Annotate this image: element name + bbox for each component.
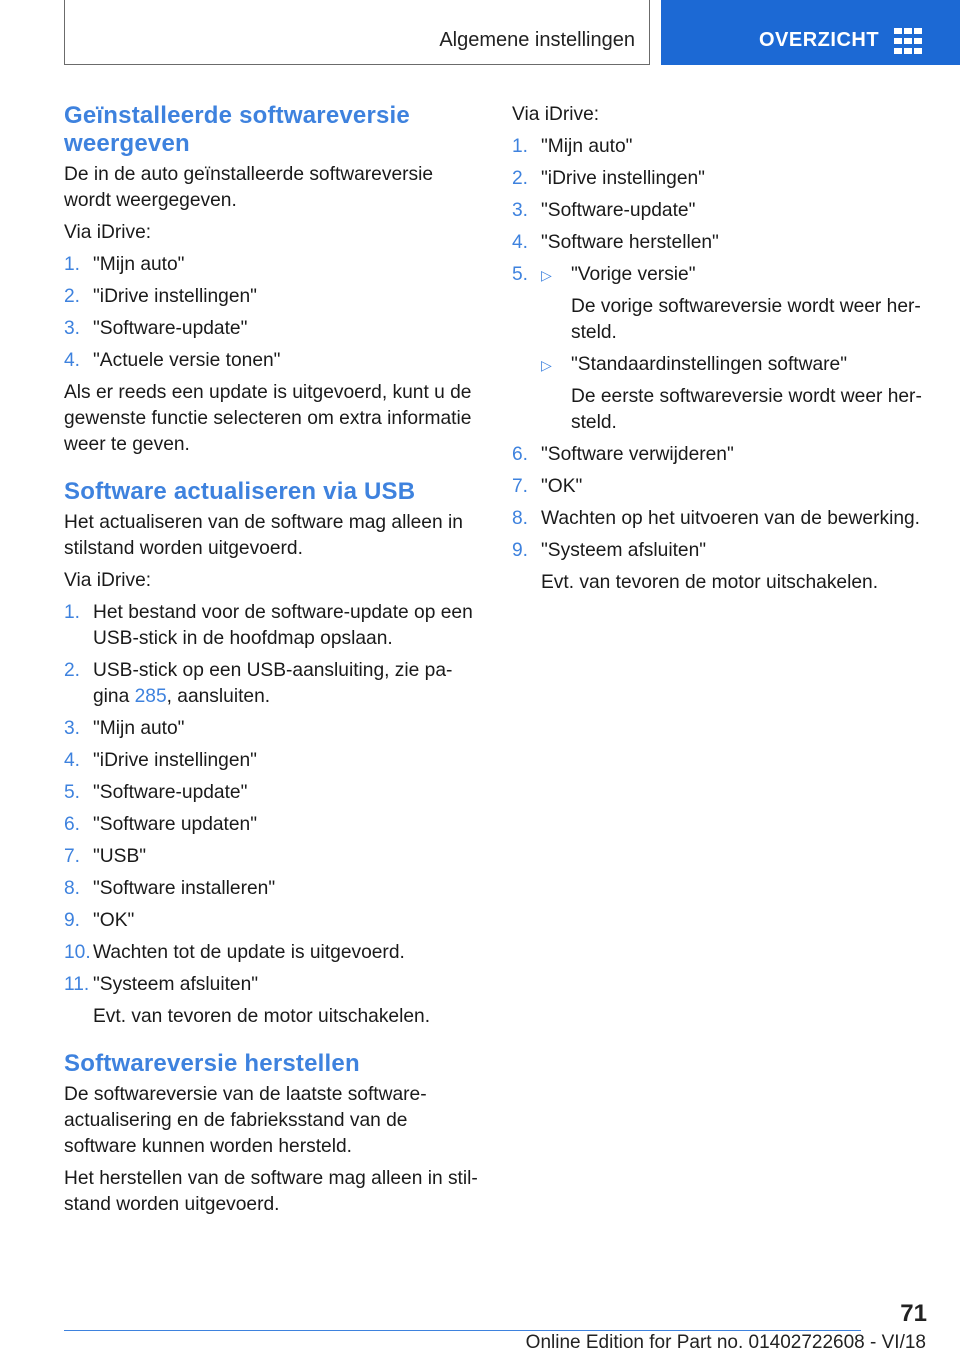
- step-number: 11.: [64, 974, 90, 995]
- step-number: 1.: [64, 254, 81, 275]
- list-item: [64, 908, 478, 934]
- list-item: [64, 284, 478, 310]
- list-item: [512, 442, 926, 468]
- option-note: De eerste softwareversie wordt weer hersteld.: [571, 386, 922, 433]
- step-number: 1.: [512, 136, 529, 157]
- step-text: "Software herstellen": [541, 232, 719, 253]
- step-number: 8.: [512, 508, 529, 529]
- list-item: [512, 262, 926, 436]
- step-number: 2.: [64, 660, 81, 681]
- via-idrive-label: Via iDrive:: [64, 222, 152, 243]
- step-note: Evt. van tevoren de motor uitschakelen.: [93, 1006, 431, 1027]
- step-text: "USB": [93, 846, 147, 867]
- step-text: "Software-update": [541, 200, 696, 221]
- step-text: "Systeem afsluiten": [541, 540, 707, 561]
- step-number: 4.: [512, 232, 529, 253]
- list-item: [512, 198, 926, 224]
- step-text: "iDrive instellingen": [93, 286, 257, 307]
- step-number: 10.: [64, 942, 91, 963]
- step-text: "iDrive instellingen": [541, 168, 705, 189]
- step-number: 1.: [64, 602, 81, 623]
- list-item: [64, 316, 478, 342]
- step-number: 8.: [64, 878, 81, 899]
- list-item: [64, 252, 478, 278]
- list-item: [64, 600, 478, 652]
- list-item: [64, 658, 478, 710]
- step-number: 7.: [64, 846, 81, 867]
- list-item: [512, 134, 926, 160]
- list-item: [64, 876, 478, 902]
- list-item: [64, 348, 478, 374]
- triangle-bullet-icon: ▷: [541, 267, 552, 283]
- step-number: 3.: [64, 318, 81, 339]
- paragraph: De in de auto geïnstalleerde softwareversie wordt weergegeven.: [64, 164, 434, 211]
- via-idrive-label: Via iDrive:: [64, 570, 152, 591]
- list-item: [512, 506, 926, 532]
- page-reference-link[interactable]: 285: [134, 686, 167, 707]
- sub-option-item: [541, 262, 926, 346]
- page-number: 71: [900, 1300, 927, 1327]
- step-text: "iDrive instellingen": [93, 750, 257, 771]
- step-text: "Mijn auto": [93, 254, 185, 275]
- step-number: 6.: [512, 444, 529, 465]
- step-text: USB-stick op een USB-aansluiting, zie pagina: [93, 660, 453, 707]
- paragraph: Het herstellen van de software mag alleen in stilstand worden uitgevoerd.: [64, 1168, 478, 1215]
- section-title-usb-update: Software actualiseren via USB: [64, 478, 416, 505]
- step-number: 9.: [512, 540, 529, 561]
- paragraph: Als er reeds een update is uitgevoerd, kunt u de gewenste functie selecteren om extra informatie weer te geven.: [64, 382, 472, 455]
- step-text: "Software updaten": [93, 814, 258, 835]
- step-text: "Software-update": [93, 318, 248, 339]
- footer-edition-text: Online Edition for Part no. 01402722608 - VI/18: [525, 1332, 926, 1353]
- option-text: "Standaardinstellingen software": [571, 354, 848, 375]
- list-item: [64, 972, 478, 1030]
- section-title-restore-version: Softwareversie herstellen: [64, 1050, 360, 1077]
- step-note: Evt. van tevoren de motor uitschakelen.: [541, 572, 879, 593]
- footer-divider: [64, 1330, 861, 1331]
- step-number: 6.: [64, 814, 81, 835]
- section-title-installed-version: Geïnstalleerde softwareversie weergeven: [64, 102, 410, 157]
- step-number: 9.: [64, 910, 81, 931]
- step-list: [512, 134, 926, 596]
- header-section-title: Algemene instellingen: [439, 29, 635, 51]
- left-column: [64, 102, 478, 1224]
- step-text: "OK": [93, 910, 135, 931]
- step-list: [64, 252, 478, 374]
- step-text: Wachten tot de update is uitgevoerd.: [93, 942, 405, 963]
- list-item: [512, 230, 926, 256]
- via-idrive-label: Via iDrive:: [512, 104, 600, 125]
- list-item: [64, 940, 478, 966]
- paragraph: De softwareversie van de laatste software-actualisering en de fabrieksstand van de software kunnen worden hersteld.: [64, 1084, 427, 1157]
- paragraph: Het actualiseren van de software mag alleen in stilstand worden uitgevoerd.: [64, 512, 463, 559]
- step-number: 4.: [64, 750, 81, 771]
- step-text: Wachten op het uitvoeren van de bewerking.: [541, 508, 921, 529]
- option-note: De vorige softwareversie wordt weer hersteld.: [571, 296, 921, 343]
- list-item: [64, 780, 478, 806]
- step-text: "Mijn auto": [541, 136, 633, 157]
- step-text: , aansluiten.: [166, 686, 271, 707]
- grid-menu-icon: [894, 28, 922, 54]
- step-text: "Systeem afsluiten": [93, 974, 259, 995]
- sub-option-list: [541, 262, 926, 436]
- step-number: 2.: [64, 286, 81, 307]
- triangle-bullet-icon: ▷: [541, 357, 552, 373]
- list-item: [64, 716, 478, 742]
- step-number: 5.: [64, 782, 81, 803]
- step-number: 3.: [64, 718, 81, 739]
- list-item: [64, 812, 478, 838]
- step-number: 2.: [512, 168, 529, 189]
- step-number: 7.: [512, 476, 529, 497]
- step-text: "Software verwijderen": [541, 444, 734, 465]
- step-text: "Software installeren": [93, 878, 276, 899]
- overview-label: OVERZICHT: [759, 29, 880, 51]
- option-text: "Vorige versie": [571, 264, 696, 285]
- sub-option-item: [541, 352, 926, 436]
- step-text: Het bestand voor de software-update op een USB-stick in de hoofdmap opslaan.: [93, 602, 473, 649]
- right-column: [512, 102, 926, 602]
- step-text: "Software-update": [93, 782, 248, 803]
- step-text: "OK": [541, 476, 583, 497]
- step-text: "Mijn auto": [93, 718, 185, 739]
- list-item: [512, 474, 926, 500]
- step-number: 3.: [512, 200, 529, 221]
- step-number: 4.: [64, 350, 81, 371]
- header-section-box: [64, 0, 650, 65]
- list-item: [512, 538, 926, 596]
- overview-button[interactable]: [661, 0, 960, 65]
- step-text: "Actuele versie tonen": [93, 350, 281, 371]
- list-item: [64, 748, 478, 774]
- list-item: [64, 844, 478, 870]
- step-list: [64, 600, 478, 1030]
- list-item: [512, 166, 926, 192]
- step-number: 5.: [512, 264, 529, 285]
